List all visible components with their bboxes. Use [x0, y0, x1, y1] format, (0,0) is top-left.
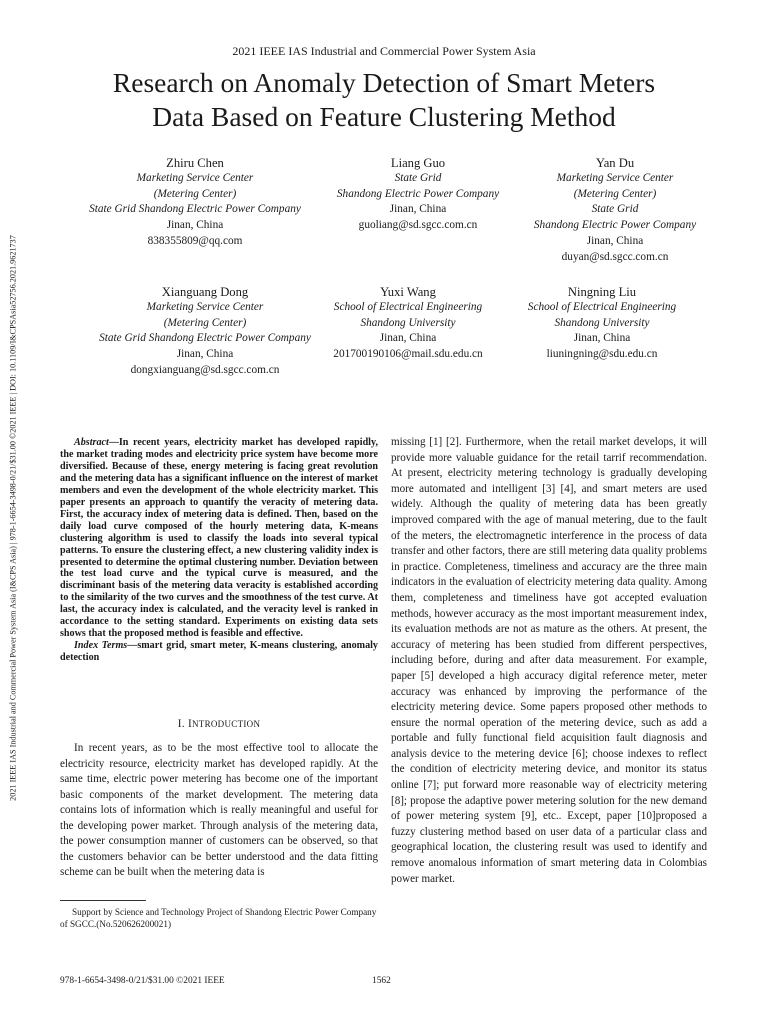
side-margin-citation: [4, 158, 22, 878]
conference-header: 2021 IEEE IAS Industrial and Commercial Power System Asia: [232, 44, 536, 58]
author-email: duyan@sd.sgcc.com.cn: [561, 250, 669, 263]
right-column-paragraph: missing [1] [2]. Furthermore, when the retail market develops, it will provide more valuable guidance for the retail tarrif recommendation. At present, electricity metering technology is gradually developing more automated and intelligent [3] [4], and smart meters are used widely. Although the quality of metering data has been greatly improved compared with the age of manual metering, due to the fault of the meters, the electromagnetic interference in the process of data transfer and other factors, there are still metering data quality problems in practice. Completeness, timeliness and accuracy are the three main indicators in the evaluation of electricity metering data quality. Among them, completeness and timeliness have got accepted evaluation methods, however accuracy as the most important measurement index, its evaluation methods are not as mature as the others. At present, the accuracy of metering has been studied from different perspectives, including before, during and after data measurement. For example, paper [5] developed a high accuracy digital reference meter, meter accuracy was enhanced by improving the performance of the electricity metering device. Some papers proposed other methods to ensure the normal operation of the metering device, such as add a portable and fully functional field acquisition fault diagnosis and analysis device to the metering device [6]; choose indexes to reflect the condition of electricity metering device, and monitor its status online [7]; put forward more reasonable way of electricity metering [8]; propose the adaptive power metering solution for the new demand of power metering system [9], etc.. Except, paper [10]proposed a fuzzy clustering method based on user data of a particular class and geographical location, the clustering result was used to identify and remove anomalous information of smart metering data in Colombias power market.: [391, 436, 707, 885]
title-line-2: Data Based on Feature Clustering Method: [152, 101, 616, 132]
abstract-text: —In recent years, electricity market has developed rapidly, the market trading modes and electricity price system have become more diversified. Because of these, energy metering is facing great revolution and the metering data has a significant influence on the interest of market members and even the development of the whole electricity market. This paper presents an approach to quantify the veracity of metering data. First, the accuracy index of metering data is defined. Then, based on the daily load curve composed of the hourly metering data, K-means clustering algorithm is used to classify the loads into several typical patterns. To ensure the clustering effect, a new clustering validity index is presented to determine the optimal clustering number. Deviation between the test load curve and the typical curve is measured, and the discriminant basis of the metering data veracity is established according to the similarity of the two curves and the smoothness of the test curve. At last, the accuracy index is calculated, and the veracity level is ranked in accordance to the setting standard. Experiments on existing data sets shows that the proposed method is feasible and effective.: [60, 437, 378, 640]
right-column-body: [391, 435, 707, 887]
author-affiliation: State Grid Shandong Electric Power Company: [89, 203, 301, 216]
author-city: Jinan, China: [586, 234, 644, 247]
author-affiliation: Marketing Service Center: [136, 172, 254, 184]
section-title-initial: I: [187, 718, 192, 730]
abstract: [60, 437, 378, 664]
author-affiliation: Shandong Electric Power Company: [336, 187, 500, 200]
author-block: [505, 155, 725, 265]
intro-paragraph: In recent years, as to be the most effective tool to allocate the electricity resource, electricity market has developed rapidly. At the same time, electric power metering has become one of the important basic components of the market development. The metering data contains lots of information which is really meaningful and useful for the developing power market. Through analysis of the metering data, the power consumption manner of customers can be observed, so that the customers behavior can be better understood and the data fitting scheme can be built when the metering data is: [60, 742, 378, 879]
author-email: liuningning@sdu.edu.cn: [546, 348, 658, 361]
author-block: [492, 284, 712, 363]
section-heading: [60, 718, 378, 730]
author-affiliation: State Grid: [591, 203, 639, 216]
abstract-paragraph: [60, 437, 378, 640]
author-affiliation: (Metering Center): [163, 316, 247, 329]
author-block: [308, 155, 528, 234]
author-affiliation: School of Electrical Engineering: [333, 301, 483, 313]
author-city: Jinan, China: [176, 348, 234, 361]
page-number: 1562: [372, 976, 391, 986]
author-email: dongxianguang@sd.sgcc.com.cn: [130, 363, 280, 376]
author-city: Jinan, China: [166, 219, 224, 232]
author-email: guoliang@sd.sgcc.com.cn: [358, 219, 478, 232]
author-name: Xianguang Dong: [161, 285, 249, 299]
author-name: Zhiru Chen: [166, 156, 224, 170]
author-block: [298, 284, 518, 363]
paper-title: [40, 66, 728, 134]
section-title-rest: NTRODUCTION: [191, 719, 261, 729]
author-affiliation: State Grid Shandong Electric Power Company: [99, 332, 311, 345]
author-email: 201700190106@mail.sdu.edu.cn: [333, 348, 483, 361]
index-terms-paragraph: [60, 640, 378, 664]
side-citation-text: 2021 IEEE IAS Industrial and Commercial Power System Asia (I&CPS Asia) | 978-1-6654-3498-0/21/$31.00 ©2021 IEEE | DOI: 10.1109/I&CPSAsia52756.2021.9621737: [8, 235, 18, 801]
author-affiliation: (Metering Center): [573, 187, 657, 200]
author-affiliation: Marketing Service Center: [556, 172, 674, 184]
author-affiliation: State Grid: [394, 172, 442, 184]
author-city: Jinan, China: [573, 332, 631, 345]
index-terms-text: —smart grid, smart meter, K-means clustering, anomaly detection: [60, 640, 378, 664]
author-name: Liang Guo: [390, 156, 446, 170]
author-name: Ningning Liu: [567, 285, 637, 299]
author-city: Jinan, China: [379, 332, 437, 345]
section-number: I.: [177, 718, 188, 730]
abstract-label: Abstract: [74, 437, 109, 448]
author-block: [40, 155, 350, 250]
index-terms-label: Index Terms: [74, 640, 128, 652]
footer-copyright: 978-1-6654-3498-0/21/$31.00 ©2021 IEEE: [60, 976, 225, 986]
footnote-rule: [60, 900, 146, 901]
author-affiliation: (Metering Center): [153, 187, 237, 200]
author-city: Jinan, China: [389, 203, 447, 216]
author-name: Yuxi Wang: [380, 285, 436, 299]
author-name: Yan Du: [595, 156, 635, 170]
author-affiliation: Shandong Electric Power Company: [533, 219, 697, 232]
author-affiliation: Shandong University: [554, 316, 650, 329]
author-affiliation: School of Electrical Engineering: [527, 301, 677, 313]
footnote: Support by Science and Technology Project of Shandong Electric Power Company of SGCC.(No.520626200021): [60, 907, 377, 929]
intro-body: [60, 741, 378, 881]
author-affiliation: Shandong University: [360, 316, 456, 329]
author-email: 838355809@qq.com: [147, 234, 243, 247]
title-line-1: Research on Anomaly Detection of Smart Meters: [112, 67, 656, 98]
author-affiliation: Marketing Service Center: [146, 301, 264, 313]
